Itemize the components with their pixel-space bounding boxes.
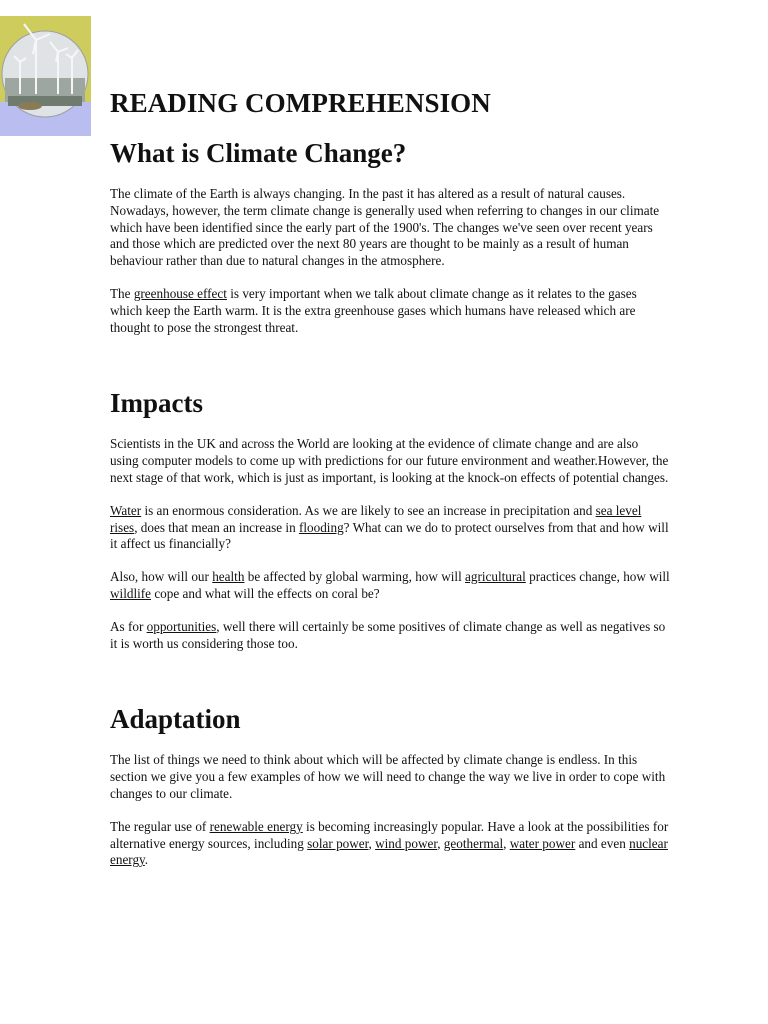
paragraph-renewable-energy [110, 819, 670, 869]
text-fragment: is very important when we talk about climate change as it relates to the gases which keep the Earth warm. It is the extra greenhouse gases which humans have released which are thought to pose the strongest threat. [110, 285, 637, 335]
text-fragment: is an enormous consideration. As we are likely to see an increase in precipitation and [141, 502, 596, 518]
text-fragment: cope and what will the effects on coral be? [151, 585, 380, 601]
link-water-power[interactable]: water power [509, 835, 576, 851]
link-wind-power[interactable]: wind power [375, 835, 438, 851]
logo [0, 16, 91, 136]
text-fragment: , [503, 835, 510, 851]
paragraph-adaptation-intro: The list of things we need to think about which will be affected by climate change is endless. In this section we give you a few examples of how we will need to change the way we live in order to cope with changes to our climate. [110, 752, 666, 801]
link-agricultural[interactable]: agricultural [465, 569, 526, 585]
text-fragment: . [144, 852, 149, 868]
text-fragment: is becoming increasingly popular. Have a look at the possibilities for alternative energy sources, including [110, 818, 669, 851]
document-title: READING COMPREHENSION [110, 88, 491, 118]
text-fragment: , does that mean an increase in [134, 519, 299, 535]
heading-adaptation: Adaptation [110, 704, 241, 735]
text-fragment: As for [110, 618, 147, 634]
wind-turbine-icon [0, 16, 91, 136]
link-opportunities[interactable]: opportunities [146, 618, 217, 634]
link-solar-power[interactable]: solar power [307, 835, 369, 851]
heading-what-is-climate-change: What is Climate Change? [110, 138, 407, 168]
text-fragment: , [368, 835, 376, 851]
paragraph-opportunities [110, 619, 670, 653]
link-greenhouse-effect[interactable]: greenhouse effect [133, 285, 227, 301]
paragraph-impacts-intro: Scientists in the UK and across the World are looking at the evidence of climate change and are also using computer models to come up with predictions for our future environment and weather.However, the next stage of that work, which is just as important, is looking at the knock-on effects of potential changes. [110, 436, 669, 485]
document-page [110, 86, 670, 869]
link-geothermal[interactable]: geothermal [443, 835, 504, 851]
link-health[interactable]: health [212, 569, 245, 585]
paragraph-climate-intro: The climate of the Earth is always changing. In the past it has altered as a result of natural causes. Nowadays, however, the term climate change is generally used when referring to changes in our climate which have been identified since the early part of the 1900's. The changes we've seen over recent years and those which are predicted over the next 80 years are thought to be mainly as a result of human behaviour rather than due to natural changes in the atmosphere. [110, 186, 660, 269]
heading-impacts: Impacts [110, 388, 203, 419]
link-nuclear-energy[interactable]: nuclear energy [110, 835, 668, 868]
link-renewable-energy[interactable]: renewable energy [209, 818, 303, 834]
text-fragment: Also, how will our [110, 569, 213, 585]
paragraph-greenhouse [110, 286, 670, 336]
text-fragment: The [110, 285, 134, 301]
link-wildlife[interactable]: wildlife [110, 585, 152, 601]
text-fragment: and even [575, 835, 630, 851]
text-fragment: ? What can we do to protect ourselves from that and how will it affect us financially? [110, 519, 669, 552]
link-water[interactable]: Water [110, 502, 142, 518]
text-fragment: be affected by global warming, how will [244, 569, 466, 585]
text-fragment: , well there will certainly be some positives of climate change as well as negatives so it is worth us considering those too. [110, 618, 666, 651]
paragraph-water [110, 503, 670, 553]
text-fragment: practices change, how will [525, 569, 670, 585]
paragraph-health [110, 569, 670, 603]
link-sea-level-rises[interactable]: sea level rises [110, 502, 642, 535]
text-fragment: , [437, 835, 444, 851]
link-flooding[interactable]: flooding [298, 519, 344, 535]
text-fragment: The regular use of [110, 818, 210, 834]
